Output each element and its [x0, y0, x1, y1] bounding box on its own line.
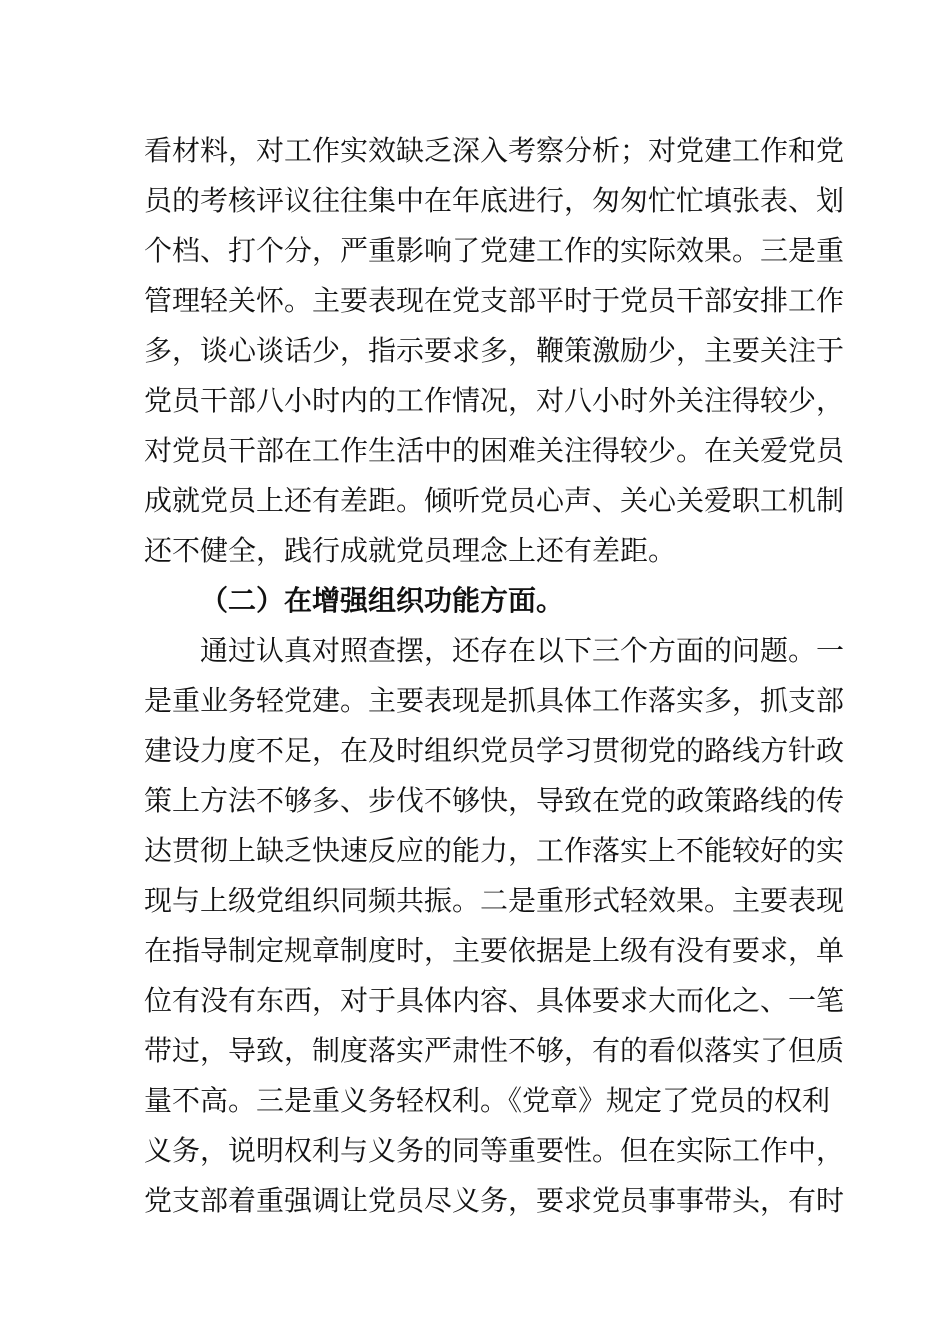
paragraph-line: 量不高。三是重义务轻权利。《党章》规定了党员的权利 — [144, 1084, 831, 1117]
paragraph-line: 位有没有东西，对于具体内容、具体要求大而化之、一笔 — [144, 984, 845, 1017]
paragraph-line: 带过，导致，制度落实严肃性不够，有的看似落实了但质 — [144, 1034, 845, 1067]
paragraph-line: 义务，说明权利与义务的同等重要性。但在实际工作中， — [144, 1134, 845, 1167]
paragraph-line: 是重业务轻党建。主要表现是抓具体工作落实多，抓支部 — [144, 684, 845, 717]
paragraph-line: 策上方法不够多、步伐不够快，导致在党的政策路线的传 — [144, 784, 845, 817]
paragraph-line: 还不健全，践行成就党员理念上还有差距。 — [144, 534, 677, 567]
paragraph-line: 现与上级党组织同频共振。二是重形式轻效果。主要表现 — [144, 884, 845, 917]
paragraph-1 — [144, 126, 845, 576]
paragraph-2 — [144, 626, 845, 1226]
section-heading: （二）在增强组织功能方面。 — [200, 584, 565, 617]
paragraph-line: 多，谈心谈话少，指示要求多，鞭策激励少，主要关注于 — [144, 334, 845, 367]
paragraph-line: 达贯彻上缺乏快速反应的能力，工作落实上不能较好的实 — [144, 834, 845, 867]
paragraph-line: 建设力度不足，在及时组织党员学习贯彻党的路线方针政 — [144, 734, 845, 767]
paragraph-line: 成就党员上还有差距。倾听党员心声、关心关爱职工机制 — [144, 484, 845, 517]
paragraph-line: 看材料，对工作实效缺乏深入考察分析；对党建工作和党 — [144, 134, 845, 167]
paragraph-line: 党支部着重强调让党员尽义务，要求党员事事带头，有时 — [144, 1184, 845, 1217]
paragraph-line: 通过认真对照查摆，还存在以下三个方面的问题。一 — [200, 634, 845, 667]
paragraph-line: 管理轻关怀。主要表现在党支部平时于党员干部安排工作 — [144, 284, 845, 317]
paragraph-line: 对党员干部在工作生活中的困难关注得较少。在关爱党员 — [144, 434, 845, 467]
paragraph-line: 党员干部八小时内的工作情况，对八小时外关注得较少， — [144, 384, 845, 417]
paragraph-line: 员的考核评议往往集中在年底进行，匆匆忙忙填张表、划 — [144, 184, 845, 217]
paragraph-line: 在指导制定规章制度时，主要依据是上级有没有要求，单 — [144, 934, 845, 967]
paragraph-line: 个档、打个分，严重影响了党建工作的实际效果。三是重 — [144, 234, 845, 267]
document-body — [144, 126, 845, 1226]
